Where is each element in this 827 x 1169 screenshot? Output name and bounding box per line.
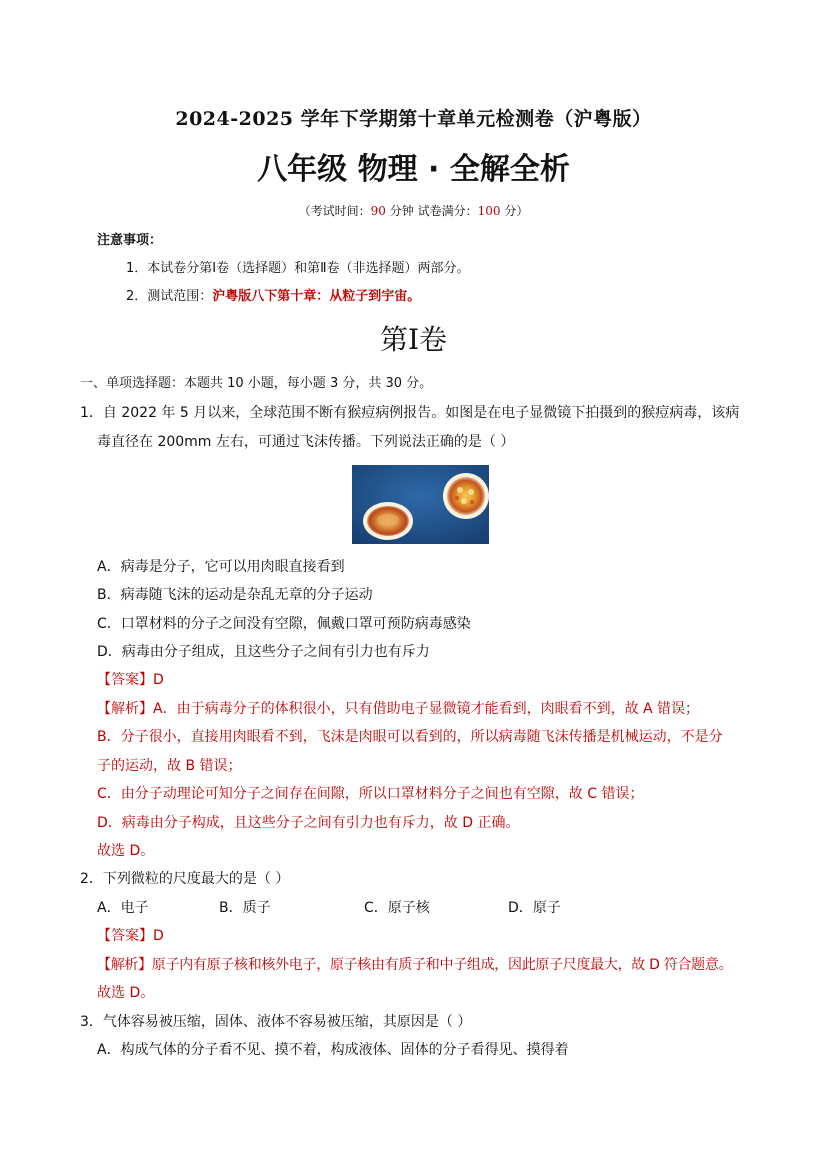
notes-heading: 注意事项： xyxy=(97,233,163,248)
q3-option-a: A．构成气体的分子看不见、摸不着，构成液体、固体的分子看得见、摸得着 xyxy=(97,1042,569,1058)
q1-analysis-line-4: C．由分子动理论可知分子之间存在间隙，所以口罩材料分子之间也有空隙，故 C 错误； xyxy=(97,786,644,802)
q2-conclusion: 故选 D。 xyxy=(97,985,155,1001)
q3-stem: 3．气体容易被压缩，固体、液体不容易被压缩，其原因是（ ） xyxy=(80,1014,472,1030)
q2-analysis: 【解析】原子内有原子核和核外电子，原子核由有质子和中子组成，因此原子尺度最大，故 D 符合题意。 xyxy=(97,957,733,973)
q2-answer: 【答案】D xyxy=(97,928,164,944)
notes-item-2 xyxy=(126,287,420,307)
q1-answer: 【答案】D xyxy=(97,672,164,688)
q2-option-c: C．原子核 xyxy=(364,900,430,916)
q1-option-a: A．病毒是分子，它可以用肉眼直接看到 xyxy=(97,559,345,575)
volume-title: 第Ⅰ卷 xyxy=(379,323,448,356)
q1-option-b: B．病毒随飞沫的运动是杂乱无章的分子运动 xyxy=(97,587,373,603)
q2-stem: 2．下列微粒的尺度最大的是（ ） xyxy=(80,871,290,887)
q1-analysis-line-3: 子的运动，故 B 错误； xyxy=(97,758,242,774)
q1-conclusion: 故选 D。 xyxy=(97,843,155,859)
q2-option-d: D．原子 xyxy=(508,900,561,916)
q2-option-a: A．电子 xyxy=(97,900,149,916)
notes-item-1: 1．本试卷分第Ⅰ卷（选择题）和第Ⅱ卷（非选择题）两部分。 xyxy=(126,261,470,276)
paper-subtitle: 八年级 物理 · 全解全析 xyxy=(257,152,570,187)
q1-analysis-line-5: D．病毒由分子构成，且这些分子之间有引力也有斥力，故 D 正确。 xyxy=(97,815,520,831)
q1-analysis-line-1: 【解析】A．由于病毒分子的体积很小，只有借助电子显微镜才能看到，肉眼看不到，故 A 错误； xyxy=(97,701,700,717)
q2-option-b: B．质子 xyxy=(219,900,271,916)
notes-item-2-prefix: 2．测试范围： xyxy=(126,289,213,304)
virus-micrograph-image xyxy=(352,465,489,544)
score-unit: 分） xyxy=(500,204,529,218)
time-unit: 分钟 试卷满分： xyxy=(385,204,478,218)
q1-option-d: D．病毒由分子组成，且这些分子之间有引力也有斥力 xyxy=(97,644,430,660)
q1-option-c: C．口罩材料的分子之间没有空隙，佩戴口罩可预防病毒感染 xyxy=(97,616,471,632)
test-scope: 沪粤版八下第十章：从粒子到宇宙。 xyxy=(212,289,421,304)
q1-stem-line-1: 1．自 2022 年 5 月以来，全球范围不断有猴痘病例报告。如图是在电子显微镜下拍摄到的猴痘病毒，该病 xyxy=(80,405,740,421)
q1-analysis-line-2: B．分子很小，直接用肉眼看不到，飞沫是肉眼可以看到的，所以病毒随飞沫传播是机械运动，不是分 xyxy=(97,729,723,745)
score-value: 100 xyxy=(477,204,501,218)
section-heading: 一、单项选择题：本题共 10 小题，每小题 3 分，共 30 分。 xyxy=(80,376,433,391)
time-label: （考试时间： xyxy=(298,204,371,218)
exam-info xyxy=(0,202,827,219)
q1-stem-line-2: 毒直径在 200mm 左右，可通过飞沫传播。下列说法正确的是（ ） xyxy=(97,434,515,450)
paper-title: 2024-2025 学年下学期第十章单元检测卷（沪粤版） xyxy=(175,108,652,130)
time-value: 90 xyxy=(370,204,386,218)
